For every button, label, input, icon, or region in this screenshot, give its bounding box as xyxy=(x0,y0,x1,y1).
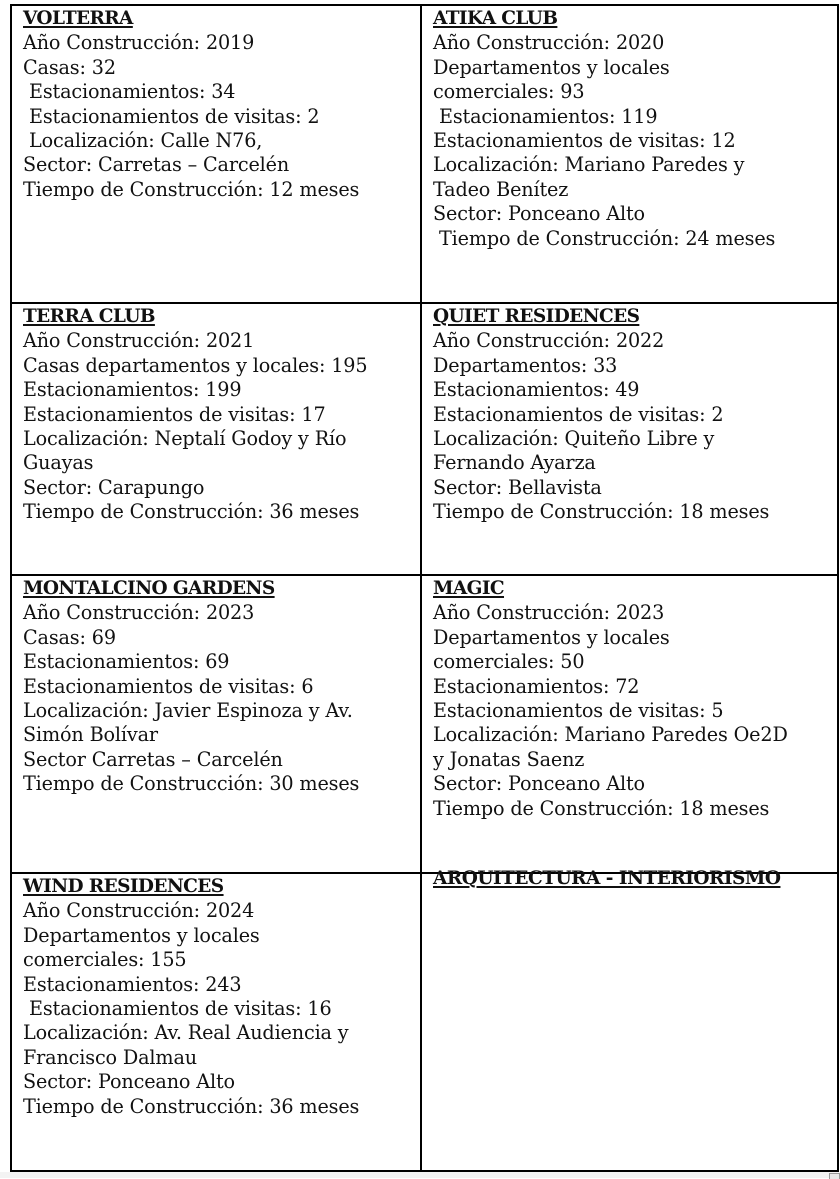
project-detail: Sector: Carapungo xyxy=(23,475,205,499)
project-detail: Localización: Mariano Paredes Oe2D xyxy=(433,723,788,747)
project-cell-montalcino-gardens xyxy=(11,575,421,873)
project-title: VOLTERRA xyxy=(23,8,133,29)
project-detail: Estacionamientos: 34 xyxy=(29,80,236,104)
project-detail: Tiempo de Construcción: 24 meses xyxy=(439,226,776,250)
project-detail: Año Construcción: 2023 xyxy=(23,601,255,625)
project-detail: Estacionamientos de visitas: 2 xyxy=(433,402,724,426)
project-detail: Departamentos y locales xyxy=(433,55,670,79)
project-detail: Estacionamientos: 119 xyxy=(439,104,658,128)
project-detail: Localización: Javier Espinoza y Av. xyxy=(23,699,353,723)
project-detail: Sector: Ponceano Alto xyxy=(433,202,645,226)
project-detail: Estacionamientos de visitas: 12 xyxy=(433,129,736,153)
project-cell-volterra xyxy=(11,5,421,303)
project-detail: comerciales: 50 xyxy=(433,650,585,674)
project-detail: Simón Bolívar xyxy=(23,723,158,747)
project-detail: Año Construcción: 2022 xyxy=(433,329,665,353)
project-detail: Departamentos y locales xyxy=(23,923,260,947)
project-detail: Francisco Dalmau xyxy=(23,1045,197,1069)
project-cell-terra-club xyxy=(11,303,421,575)
project-detail: Estacionamientos de visitas: 2 xyxy=(29,104,320,128)
table-row xyxy=(11,303,838,575)
project-detail: Tiempo de Construcción: 12 meses xyxy=(23,177,360,201)
project-detail: Localización: Quiteño Libre y xyxy=(433,427,715,451)
project-detail: Departamentos y locales xyxy=(433,625,670,649)
project-cell-quiet-residences xyxy=(421,303,838,575)
resize-handle-icon[interactable] xyxy=(829,1173,840,1179)
table-row xyxy=(11,873,838,1171)
project-detail: Sector: Bellavista xyxy=(433,475,602,499)
project-detail: Casas departamentos y locales: 195 xyxy=(23,353,368,377)
project-title: TERRA CLUB xyxy=(23,306,155,327)
projects-table xyxy=(10,4,839,1172)
project-detail: Estacionamientos: 243 xyxy=(23,972,242,996)
project-cell-atika-club xyxy=(421,5,838,303)
project-detail: comerciales: 155 xyxy=(23,948,187,972)
project-detail: Localización: Mariano Paredes y xyxy=(433,153,745,177)
project-detail: Guayas xyxy=(23,451,94,475)
project-title: QUIET RESIDENCES xyxy=(433,306,640,327)
project-detail: Tiempo de Construcción: 36 meses xyxy=(23,1094,360,1118)
project-detail: Casas: 32 xyxy=(23,55,116,79)
project-detail: Estacionamientos de visitas: 5 xyxy=(433,699,724,723)
project-cell-wind-residences xyxy=(11,873,421,1171)
project-detail: Sector: Ponceano Alto xyxy=(433,772,645,796)
section-label-cell xyxy=(421,868,838,1171)
project-detail: Estacionamientos: 69 xyxy=(23,650,230,674)
project-detail: Sector: Ponceano Alto xyxy=(23,1070,235,1094)
project-detail: Estacionamientos: 49 xyxy=(433,378,640,402)
project-detail: y Jonatas Saenz xyxy=(433,747,585,771)
project-detail: Año Construcción: 2020 xyxy=(433,31,665,55)
table-row xyxy=(11,5,838,303)
project-detail: Año Construcción: 2019 xyxy=(23,31,255,55)
project-detail: Estacionamientos de visitas: 17 xyxy=(23,402,326,426)
project-detail: Sector: Carretas – Carcelén xyxy=(23,153,290,177)
project-detail: Tiempo de Construcción: 18 meses xyxy=(433,500,770,524)
project-detail: Sector Carretas – Carcelén xyxy=(23,747,283,771)
project-detail: Año Construcción: 2024 xyxy=(23,899,255,923)
project-title: MONTALCINO GARDENS xyxy=(23,578,275,599)
project-detail: Fernando Ayarza xyxy=(433,451,596,475)
project-detail: Año Construcción: 2021 xyxy=(23,329,255,353)
project-detail: Estacionamientos de visitas: 6 xyxy=(23,674,314,698)
project-detail: Estacionamientos: 199 xyxy=(23,378,242,402)
project-detail: Tiempo de Construcción: 30 meses xyxy=(23,772,360,796)
project-detail: Casas: 69 xyxy=(23,625,116,649)
table-row xyxy=(11,575,838,873)
page-bottom-edge xyxy=(0,1172,840,1178)
project-detail: Departamentos: 33 xyxy=(433,353,618,377)
project-detail: Tiempo de Construcción: 36 meses xyxy=(23,500,360,524)
project-title: MAGIC xyxy=(433,578,505,599)
project-detail: Estacionamientos de visitas: 16 xyxy=(29,997,332,1021)
project-detail: Tadeo Benítez xyxy=(433,177,569,201)
project-detail: Año Construcción: 2023 xyxy=(433,601,665,625)
project-detail: comerciales: 93 xyxy=(433,80,585,104)
project-cell-magic xyxy=(421,575,838,873)
project-title: ATIKA CLUB xyxy=(433,8,558,29)
project-detail: Localización: Av. Real Audiencia y xyxy=(23,1021,349,1045)
project-detail: Localización: Neptalí Godoy y Río xyxy=(23,427,347,451)
project-title: WIND RESIDENCES xyxy=(23,876,224,897)
project-detail: Tiempo de Construcción: 18 meses xyxy=(433,796,770,820)
project-detail: Estacionamientos: 72 xyxy=(433,674,640,698)
section-label: ARQUITECTURA - INTERIORISMO xyxy=(433,868,781,889)
project-detail: Localización: Calle N76, xyxy=(29,129,263,153)
